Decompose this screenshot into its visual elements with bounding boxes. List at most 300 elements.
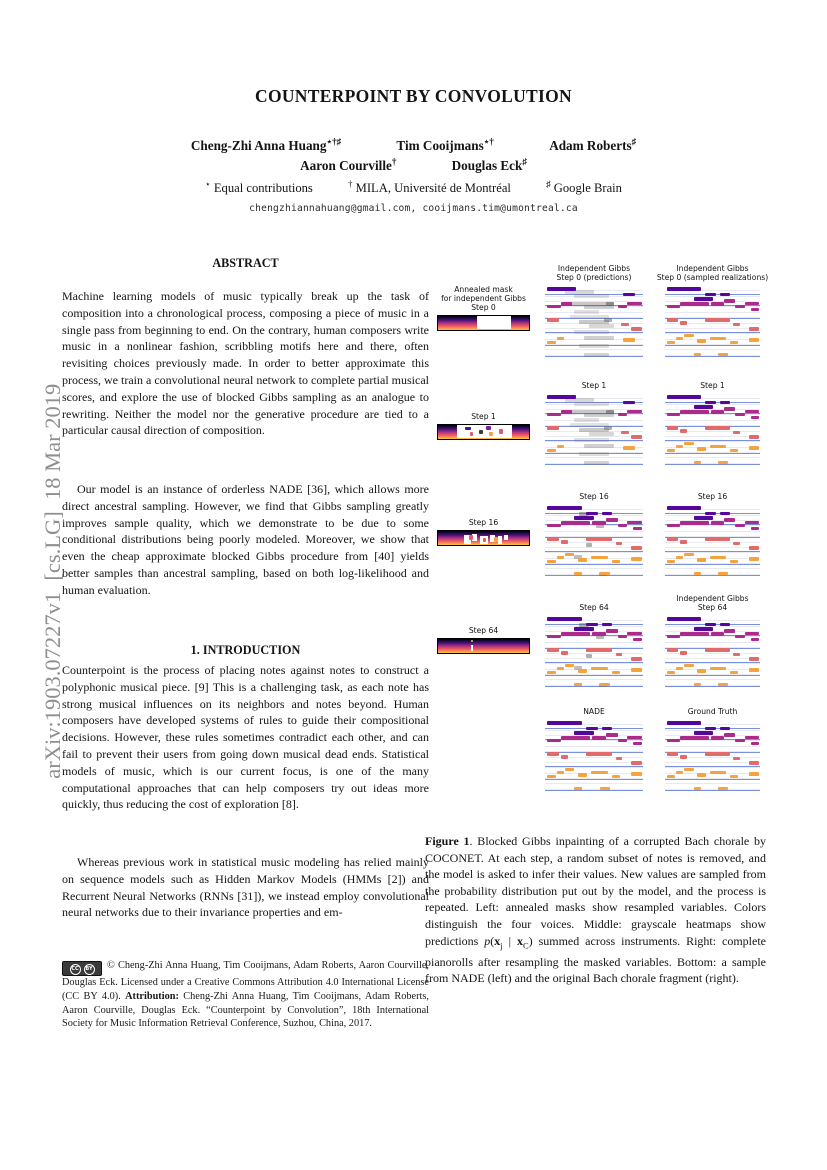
note-bar <box>710 445 726 449</box>
figure-panel-label-line: Step 64 <box>468 626 499 635</box>
note-bar <box>745 632 759 636</box>
note-bar <box>667 648 678 652</box>
annealed-mask <box>437 315 530 331</box>
note-bar <box>667 449 676 453</box>
author-name: Aaron Courville <box>300 158 392 174</box>
note-bar <box>720 623 730 627</box>
note-bar <box>711 736 724 740</box>
note-bar <box>602 512 612 516</box>
by-icon: BY <box>84 964 95 975</box>
note-bar <box>680 410 709 414</box>
license-text: © Cheng-Zhi Anna Huang, Tim Cooijmans, Adam Roberts, Aaron Courville, Douglas Eck. Licensed under a Creative Commons Attribution 4.0 International License (CC BY 4.0). <box>62 960 429 1002</box>
voice-divider-line <box>545 564 643 565</box>
affiliation <box>205 181 313 195</box>
pianoroll-panel <box>665 615 760 690</box>
note-bar <box>547 413 561 417</box>
note-bar <box>547 775 556 779</box>
note-bar <box>697 558 706 562</box>
pianoroll-gridline <box>545 457 643 458</box>
note-bar <box>592 521 606 525</box>
pianoroll-gridline <box>665 441 760 442</box>
note-bar <box>561 540 568 544</box>
note-bar <box>745 410 759 414</box>
note-bar <box>557 445 564 449</box>
figure-panel-label-line: Step 1 <box>700 381 725 390</box>
note-bar <box>720 512 730 516</box>
prediction-heatmap-bar <box>570 315 609 319</box>
pianoroll-gridline <box>665 531 760 532</box>
pianoroll-gridline <box>545 642 643 643</box>
note-bar <box>667 395 701 399</box>
note-bar <box>694 516 713 520</box>
pianoroll-panel <box>545 393 643 468</box>
note-bar <box>735 739 745 743</box>
prediction-heatmap-bar <box>584 444 613 448</box>
note-bar <box>667 426 678 430</box>
note-bar <box>591 667 608 671</box>
note-bar <box>627 410 642 414</box>
figure-panel-label-line: NADE <box>583 707 605 716</box>
figure-panel-label-line: Step 64 <box>697 603 728 612</box>
note-bar <box>694 461 702 465</box>
prediction-heatmap-bar <box>584 305 613 309</box>
note-bar <box>676 445 683 449</box>
note-bar <box>710 667 726 671</box>
pianoroll-gridline <box>545 746 643 747</box>
note-bar <box>547 752 559 756</box>
note-bar <box>680 540 687 544</box>
note-bar <box>667 305 680 309</box>
author <box>191 138 341 153</box>
note-bar <box>586 648 611 652</box>
note-bar <box>724 299 735 303</box>
voice-divider-line <box>665 551 760 552</box>
pianoroll-gridline <box>545 783 643 784</box>
note-bar <box>720 727 730 731</box>
note-bar <box>730 775 739 779</box>
mask-note-dot <box>499 429 503 433</box>
note-bar <box>730 671 739 675</box>
prediction-heatmap-bar <box>586 543 592 547</box>
note-bar <box>561 302 573 306</box>
figure-panels <box>425 260 770 810</box>
note-bar <box>718 353 728 357</box>
figure-panel-label-line: Step 1 <box>581 381 607 390</box>
note-bar <box>600 787 610 791</box>
authors-row-2 <box>0 157 827 174</box>
note-bar <box>547 721 582 725</box>
note-bar <box>749 327 759 331</box>
note-bar <box>616 653 623 657</box>
prediction-heatmap-bar <box>574 294 608 298</box>
voice-divider-line <box>545 662 643 663</box>
note-bar <box>735 635 745 639</box>
note-bar <box>561 410 573 414</box>
note-bar <box>557 771 564 775</box>
note-bar <box>623 446 635 450</box>
note-bar <box>710 556 726 560</box>
note-bar <box>574 787 582 791</box>
note-bar <box>705 752 730 756</box>
note-bar <box>705 293 716 297</box>
note-bar <box>718 787 728 791</box>
note-bar <box>547 426 559 430</box>
note-bar <box>745 521 759 525</box>
note-bar <box>749 772 759 776</box>
note-bar <box>749 668 759 672</box>
author-name: Douglas Eck <box>451 158 523 174</box>
affiliation <box>348 181 511 195</box>
note-bar <box>547 635 561 639</box>
pianoroll-panel <box>545 285 643 360</box>
note-bar <box>574 627 594 631</box>
note-bar <box>627 632 642 636</box>
pianoroll-gridline <box>545 653 643 654</box>
note-bar <box>586 512 598 516</box>
figure-panel-label <box>628 707 798 716</box>
figure-panel-label-line: Step 16 <box>468 518 499 527</box>
note-bar <box>547 506 582 510</box>
mask-note-dot <box>465 427 471 431</box>
note-bar <box>697 773 706 777</box>
attribution-text: Cheng-Zhi Anna Huang, Tim Cooijmans, Adam Roberts, Aaron Courville, Douglas Eck. “Counterpoint by Convolution”, 18th International Society for Music Information Retrieval Conference, Suzhou, China, 2017. <box>62 990 429 1030</box>
pianoroll-panel <box>665 504 760 579</box>
prediction-heatmap-bar <box>579 344 608 348</box>
note-bar <box>586 727 598 731</box>
note-bar <box>633 742 642 746</box>
note-bar <box>631 761 642 765</box>
note-bar <box>724 518 735 522</box>
note-bar <box>547 671 556 675</box>
note-bar <box>667 635 680 639</box>
note-bar <box>565 553 575 557</box>
note-bar <box>612 775 621 779</box>
note-bar <box>667 739 680 743</box>
voice-divider-line <box>545 790 643 791</box>
note-bar <box>711 632 724 636</box>
note-bar <box>557 337 564 341</box>
abstract-paragraph-1: Machine learning models of music typically break up the task of composition into a chronological process, composing a piece of music in a single pass from beginning to end. On the contrary, human composers write music in a nonlinear fashion, scribbling motifs here and there, often revisiting choices previously made. In order to better approximate this process, we train a convolutional neural network to complete partial musical scores, and explore the use of blocked Gibbs sampling as an analogue to rewriting. Neither the model nor the generative procedure are tied to a particular causal direction of composition. <box>62 289 429 438</box>
note-bar <box>627 302 642 306</box>
pianoroll-gridline <box>665 663 760 664</box>
figure-caption: Figure 1. Blocked Gibbs inpainting of a corrupted Bach chorale by COCONET. At each step, a random subset of notes is removed, and the model is asked to infer their values. New values are sampled from the probability distribution put out by the model, and the process is repeated. Left: annealed masks show resampled variables. Colors distinguish the four voices. Middle: grayscale heatmaps show predictions $p(x_j$ | $x_C$) summed across instruments. Right: complete pianorolls after resampling the masked variables. Bottom: a sample from NADE (left) and the original Bach chorale fragment (right). <box>425 834 766 986</box>
pianoroll-gridline <box>665 783 760 784</box>
pianoroll-gridline <box>545 757 643 758</box>
prediction-heatmap-bar <box>606 410 614 414</box>
note-bar <box>667 341 676 345</box>
note-bar <box>705 512 716 516</box>
voice-divider-line <box>665 766 760 767</box>
note-bar <box>694 353 702 357</box>
note-bar <box>724 407 735 411</box>
voice-divider-line <box>665 440 760 441</box>
note-bar <box>680 521 709 525</box>
figure-caption-text: . Blocked Gibbs inpainting of a corrupted Bach chorale by COCONET. At each step, a random subset of notes is removed, and the model is asked to infer their values. New values are sampled from the probability distribution put out by the model, and the process is repeated. Left: annealed masks show resampled variables. Colors distinguish the four voices. Middle: grayscale heatmaps show predictions <box>425 834 766 948</box>
pianoroll-panel <box>665 285 760 360</box>
voice-divider-line <box>665 686 760 687</box>
note-bar <box>631 546 642 550</box>
prediction-heatmap-bar <box>604 426 612 430</box>
note-bar <box>616 542 623 546</box>
figure-panel-label-line: Step 64 <box>579 603 609 612</box>
pianoroll-gridline <box>665 333 760 334</box>
note-bar <box>600 683 610 687</box>
note-bar <box>676 771 683 775</box>
cc-by-badge-icon <box>62 961 102 976</box>
figure-panel-label-line: Step 1 <box>471 412 496 421</box>
note-bar <box>676 556 683 560</box>
affiliation-symbol: ⋆ <box>205 179 211 189</box>
note-bar <box>547 287 576 291</box>
prediction-heatmap-bar <box>574 438 608 442</box>
cc-icon: CC <box>70 964 81 975</box>
voice-divider-line <box>545 686 643 687</box>
note-bar <box>676 337 683 341</box>
affiliation-text: Equal contributions <box>213 181 313 196</box>
author-marks: ⋆†♯ <box>326 137 342 147</box>
note-bar <box>627 521 642 525</box>
note-bar <box>694 683 702 687</box>
prediction-heatmap-bar <box>584 353 609 357</box>
pianoroll-gridline <box>545 679 643 680</box>
note-bar <box>586 752 611 756</box>
note-bar <box>547 648 559 652</box>
note-bar <box>676 667 683 671</box>
note-bar <box>718 461 728 465</box>
note-bar <box>705 727 716 731</box>
math-x: x <box>494 933 501 948</box>
note-bar <box>602 727 612 731</box>
note-bar <box>574 731 594 735</box>
figure-panel-label <box>419 285 549 312</box>
prediction-heatmap-bar <box>574 402 608 406</box>
affiliation-text: Google Brain <box>553 181 622 196</box>
note-bar <box>684 442 694 446</box>
voice-divider-line <box>665 779 760 780</box>
note-bar <box>718 683 728 687</box>
note-bar <box>735 305 745 309</box>
authors-row-1 <box>0 137 827 154</box>
introduction-paragraph-2: Whereas previous work in statistical music modeling has relied mainly on sequence models such as Hidden Markov Models (HMMs [2]) and Recurrent Neural Networks (RNNs [31]), we instead employ convolutional neural networks due to their invariance properties and em- <box>62 855 429 920</box>
note-bar <box>606 733 618 737</box>
pianoroll-gridline <box>545 663 643 664</box>
note-bar <box>547 318 559 322</box>
math-p: p <box>484 933 491 948</box>
mask-note-dot <box>486 426 491 430</box>
attribution-label: Attribution: <box>125 990 179 1002</box>
pianoroll-gridline <box>665 568 760 569</box>
note-bar <box>561 755 568 759</box>
note-bar <box>684 664 694 668</box>
note-bar <box>667 775 676 779</box>
note-bar <box>631 435 642 439</box>
note-bar <box>680 429 687 433</box>
figure-caption-text: summed across instruments. Right: complete pianorolls after resampling the masked variables. Bottom: a sample from NADE (left) and the original Bach chorale fragment (right). <box>425 933 766 986</box>
note-bar <box>561 651 568 655</box>
note-bar <box>602 623 612 627</box>
note-bar <box>733 431 740 435</box>
author <box>549 138 636 153</box>
note-bar <box>547 305 561 309</box>
prediction-heatmap-bar <box>574 330 608 334</box>
figure-panel-label-line: Step 0 <box>471 303 496 312</box>
figure-panel-label-line: Annealed mask <box>454 285 513 294</box>
note-bar <box>557 556 564 560</box>
note-bar <box>749 657 759 661</box>
figure-panel-label <box>419 518 549 527</box>
prediction-heatmap-bar <box>579 452 608 456</box>
pianoroll-panel <box>545 504 643 579</box>
note-bar <box>618 635 628 639</box>
pianoroll-panel <box>665 719 760 794</box>
prediction-heatmap-bar <box>589 432 614 436</box>
pianoroll-gridline <box>545 547 643 548</box>
prediction-heatmap-bar <box>589 324 614 328</box>
note-bar <box>667 413 680 417</box>
note-bar <box>592 736 606 740</box>
note-bar <box>724 733 735 737</box>
note-bar <box>718 572 728 576</box>
note-bar <box>667 560 676 564</box>
figure-panel-label-line: Independent Gibbs <box>676 264 749 273</box>
mask-unmasked-region <box>471 645 473 652</box>
pianoroll-gridline <box>665 457 760 458</box>
note-bar <box>623 338 635 342</box>
abstract-paragraph-2: Our model is an instance of orderless NADE [36], which allows more direct ancestral sampling. However, we find that Gibbs sampling greatly improves sample quality, which we demonstrate to be due to some conditional distributions being poorly modeled. Moreover, we show that even the cheap approximate blocked Gibbs procedure from [40] yields better samples than ancestral sampling, based on both log-likelihood and human evaluation. <box>62 482 429 597</box>
note-bar <box>751 416 760 420</box>
pianoroll-gridline <box>545 542 643 543</box>
introduction-heading: 1. INTRODUCTION <box>190 643 301 657</box>
voice-divider-line <box>545 575 643 576</box>
note-bar <box>697 339 706 343</box>
note-bar <box>612 560 621 564</box>
note-bar <box>606 518 618 522</box>
note-bar <box>631 772 642 776</box>
pianoroll-gridline <box>545 762 643 763</box>
figure-panel-label <box>419 412 549 421</box>
note-bar <box>751 527 760 531</box>
mask-note-dot <box>471 640 473 643</box>
figure-panel-label <box>628 594 798 612</box>
note-bar <box>586 623 598 627</box>
author-marks: † <box>391 157 397 167</box>
license-footnote <box>62 959 429 1031</box>
note-bar <box>730 560 739 564</box>
prediction-heatmap-bar <box>596 524 604 528</box>
note-bar <box>705 623 716 627</box>
note-bar <box>623 401 635 405</box>
note-bar <box>631 327 642 331</box>
prediction-heatmap-bar <box>596 635 604 639</box>
pianoroll-gridline <box>545 349 643 350</box>
annealed-mask <box>437 638 530 654</box>
voice-divider-line <box>665 464 760 465</box>
note-bar <box>618 739 628 743</box>
math-x: x <box>516 933 523 948</box>
note-bar <box>680 651 687 655</box>
note-bar <box>720 293 730 297</box>
note-bar <box>667 524 680 528</box>
note-bar <box>633 638 642 642</box>
note-bar <box>547 341 556 345</box>
mask-note-dot <box>470 432 474 436</box>
figure-panel-label <box>628 381 798 390</box>
note-bar <box>705 401 716 405</box>
figure-panel-label-line: Step 16 <box>697 492 728 501</box>
note-bar <box>711 521 724 525</box>
note-bar <box>667 721 701 725</box>
note-bar <box>749 446 759 450</box>
note-bar <box>631 668 642 672</box>
note-bar <box>733 757 740 761</box>
note-bar <box>684 334 694 338</box>
voice-divider-line <box>545 551 643 552</box>
introduction-paragraph-1: Counterpoint is the process of placing notes against notes to construct a polyphonic musical piece. [9] This is a challenging task, as each note has strong musical influences on its neighbors and notes beyond. Human composers have developed systems of rules to guide their compositional decisions. However, these rules sometimes contradict each other, and can fail to prevent their users from going down musical dead ends. Statistical models of music, which is our current focus, is one of the many computational approaches that can help composers try out ideas more quickly, thus reducing the cost of exploration [8]. <box>62 663 429 812</box>
note-bar <box>631 557 642 561</box>
page-title: COUNTERPOINT BY CONVOLUTION <box>255 86 572 106</box>
pianoroll-gridline <box>665 547 760 548</box>
note-bar <box>578 773 587 777</box>
figure-panel-label-line: Step 0 (predictions) <box>556 273 632 282</box>
note-bar <box>724 629 735 633</box>
prediction-heatmap-bar <box>586 654 592 658</box>
mask-note-dot <box>469 535 474 540</box>
note-bar <box>684 768 694 772</box>
voice-divider-line <box>665 453 760 454</box>
prediction-heatmap-bar <box>606 302 614 306</box>
note-bar <box>745 736 759 740</box>
note-bar <box>578 669 587 673</box>
note-bar <box>600 572 610 576</box>
figure-panel-label <box>419 626 549 635</box>
pianoroll-gridline <box>665 328 760 329</box>
pianoroll-gridline <box>665 420 760 421</box>
note-bar <box>694 572 702 576</box>
note-bar <box>749 435 759 439</box>
note-bar <box>710 771 726 775</box>
note-bar <box>621 431 629 435</box>
pianoroll-gridline <box>665 436 760 437</box>
note-bar <box>705 648 730 652</box>
mask-note-dot <box>483 538 487 542</box>
figure-panel-label-line: for independent Gibbs <box>441 294 526 303</box>
prediction-heatmap-bar <box>584 336 613 340</box>
note-bar <box>557 667 564 671</box>
note-bar <box>667 506 701 510</box>
author <box>396 138 493 153</box>
note-bar <box>749 557 759 561</box>
affiliation-symbol: ♯ <box>546 179 551 189</box>
note-bar <box>618 305 628 309</box>
note-bar <box>705 318 730 322</box>
note-bar <box>592 632 606 636</box>
pianoroll-gridline <box>545 658 643 659</box>
figure-panel-label-line: Step 16 <box>579 492 609 501</box>
note-bar <box>697 669 706 673</box>
note-bar <box>735 524 745 528</box>
pianoroll-gridline <box>545 531 643 532</box>
note-bar <box>561 521 590 525</box>
author-name: Tim Cooijmans <box>396 138 484 154</box>
figure-panel-label-line: Independent Gibbs <box>557 264 631 273</box>
pianoroll-gridline <box>545 767 643 768</box>
note-bar <box>627 736 642 740</box>
voice-divider-line <box>545 766 643 767</box>
note-bar <box>623 293 635 297</box>
mask-note-dot <box>479 430 483 434</box>
arxiv-watermark-text: arXiv:1903.07227v1 [cs.LG] 18 Mar 2019 <box>40 383 65 779</box>
pianoroll-gridline <box>665 642 760 643</box>
